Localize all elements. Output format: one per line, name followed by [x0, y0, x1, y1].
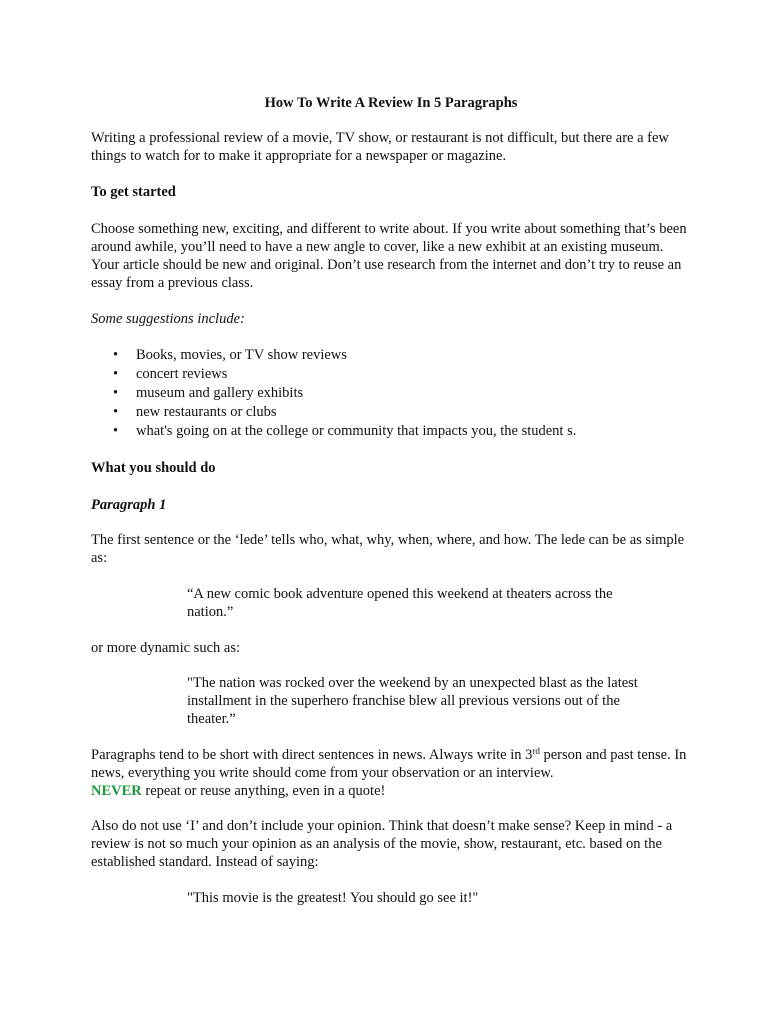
heading-what-to-do: What you should do [91, 460, 216, 476]
bullet-icon: • [113, 385, 119, 401]
lede-paragraph: The first sentence or the ‘lede’ tells who, what, why, when, where, and how. The lede can be as simple as: [91, 532, 685, 566]
list-item: • museum and gallery exhibits [113, 385, 304, 401]
bullet-icon: • [113, 347, 119, 363]
suggestions-label: Some suggestions include: [91, 311, 245, 327]
suggestions-list [91, 346, 576, 441]
list-item: • new restaurants or clubs [113, 404, 277, 420]
never-emphasis: NEVER [91, 783, 142, 799]
document-title: How To Write A Review In 5 Paragraphs [264, 95, 518, 111]
ordinal-superscript: rd [532, 746, 540, 756]
list-item: • Books, movies, or TV show reviews [113, 347, 347, 363]
list-item: • what's going on at the college or community that impacts you, the student s. [113, 423, 577, 439]
bullet-icon: • [113, 366, 119, 382]
quote-example-3: "This movie is the greatest! You should go see it!" [187, 890, 479, 906]
opinion-paragraph: Also do not use ‘I’ and don’t include your opinion. Think that doesn’t make sense? Keep in mind - a review is not so much your opinion as an analysis of the movie, show, restaurant, etc. based on the established standard. Instead of saying: [91, 818, 673, 870]
list-item: • concert reviews [113, 366, 228, 382]
news-paragraph: Paragraphs tend to be short with direct sentences in news. Always write in 3rd person and past tense. In news, everything you write should come from your observation or an interview. NEVER repeat or reuse anything, even in a quote! [91, 746, 687, 799]
or-dynamic-text: or more dynamic such as: [91, 640, 240, 656]
quote-example-2: "The nation was rocked over the weekend by an unexpected blast as the latest installment in the superhero franchise blew all previous versions out of the theater.” [187, 675, 638, 727]
heading-paragraph-1: Paragraph 1 [91, 497, 167, 513]
bullet-icon: • [113, 404, 119, 420]
bullet-icon: • [113, 423, 119, 439]
started-paragraph: Choose something new, exciting, and different to write about. If you write about something that’s been around awhile, you’ll need to have a new angle to cover, like a new exhibit at an existing museum. Your article should be new and original. Don’t use research from the internet and don’t try to reuse an essay from a previous class. [91, 221, 687, 291]
intro-paragraph: Writing a professional review of a movie, TV show, or restaurant is not difficult, but there are a few things to watch for to make it appropriate for a newspaper or magazine. [91, 130, 669, 164]
heading-get-started: To get started [91, 184, 176, 200]
quote-example-1: “A new comic book adventure opened this weekend at theaters across the nation.” [187, 586, 613, 620]
